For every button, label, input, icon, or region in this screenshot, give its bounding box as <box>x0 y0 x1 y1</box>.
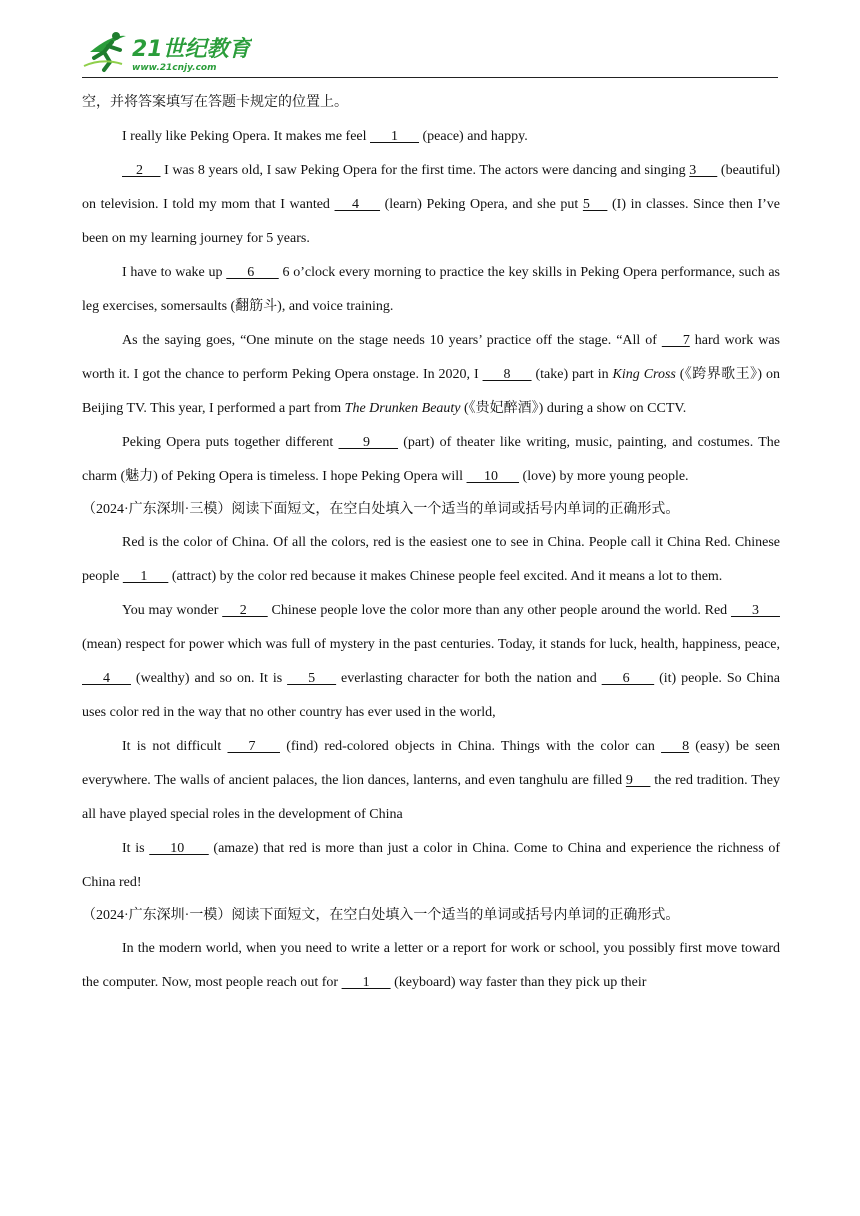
passage1-paragraph2: 2 I was 8 years old, I saw Peking Opera for the first time. The actors were dancing and singing 3 (beautiful) on television. I told my mom that I wanted 4 (learn) Peking Opera, and she put 5 (I) in classes. Since then I’ve been on my learning journey for 5 years. <box>82 154 780 256</box>
blank-7[interactable]: 7 <box>227 739 280 754</box>
passage1-paragraph4: As the saying goes, “One minute on the stage needs 10 years’ practice off the stage. “All of 7 hard work was worth it. I got the chance to perform Peking Opera onstage. In 2020, I 8 (take) part in King Cross (《跨界歌王》) on Beijing TV. This year, I performed a part from The Drunken Beauty (《贵妃醉酒》) during a show on CCTV. <box>82 324 780 426</box>
blank-6[interactable]: 6 <box>601 671 655 686</box>
blank-6[interactable]: 6 <box>226 265 279 280</box>
blank-4[interactable]: 4 <box>82 671 131 686</box>
passage1-paragraph3: I have to wake up 6 6 o’clock every morning to practice the key skills in Peking Opera performance, such as leg exercises, somersaults (翻筋斗), and voice training. <box>82 256 780 324</box>
blank-10[interactable]: 10 <box>149 841 209 856</box>
passage1-paragraph5: Peking Opera puts together different 9 (part) of theater like writing, music, painting, and costumes. The charm (魅力) of Peking Opera is timeless. I hope Peking Opera will 10 (love) by more young people. <box>82 426 780 494</box>
passage3-paragraph1: In the modern world, when you need to write a letter or a report for work or school, you possibly first move toward the computer. Now, most people reach out for 1 (keyboard) way faster than they pick up their <box>82 932 780 1000</box>
runner-logo <box>82 28 252 74</box>
logo-title: 21世纪教育 <box>132 37 251 62</box>
blank-8[interactable]: 8 <box>661 739 690 754</box>
document-body <box>82 86 780 1000</box>
blank-8[interactable]: 8 <box>482 367 532 382</box>
blank-7[interactable]: 7 <box>661 333 690 348</box>
blank-1[interactable]: 1 <box>370 129 420 144</box>
blank-3[interactable]: 3 <box>689 163 718 178</box>
blank-9[interactable]: 9 <box>625 773 651 788</box>
logo-url: www.21cnjy.com <box>132 63 217 73</box>
passage2-paragraph3: It is not difficult 7 (find) red-colored objects in China. Things with the color can 8 (easy) be seen everywhere. The walls of ancient palaces, the lion dances, lanterns, and even tanghulu are filled 9 the red tradition. They all have played special roles in the development of China <box>82 730 780 832</box>
header-rule <box>82 77 778 78</box>
blank-10[interactable]: 10 <box>466 469 520 484</box>
passage2-paragraph1: Red is the color of China. Of all the colors, red is the easiest one to see in China. People call it China Red. Chinese people 1 (attract) by the color red because it makes Chinese people feel excited. And it means a lot to them. <box>82 526 780 594</box>
blank-5[interactable]: 5 <box>287 671 337 686</box>
blank-2[interactable]: 2 <box>122 163 161 178</box>
blank-5[interactable]: 5 <box>582 197 608 212</box>
page-header <box>82 26 778 78</box>
instruction-line: 空，并将答案填写在答题卡规定的位置上。 <box>82 95 348 110</box>
passage1-paragraph1: I really like Peking Opera. It makes me feel 1 (peace) and happy. <box>82 120 780 154</box>
blank-3[interactable]: 3 <box>730 603 780 618</box>
passage3-heading: （2024·广东深圳·一模）阅读下面短文，在空白处填入一个适当的单词或括号内单词的正确形式。 <box>82 908 680 923</box>
blank-1[interactable]: 1 <box>341 975 391 990</box>
passage2-heading: （2024·广东深圳·三模）阅读下面短文，在空白处填入一个适当的单词或括号内单词的正确形式。 <box>82 502 680 517</box>
passage2-paragraph4: It is 10 (amaze) that red is more than just a color in China. Come to China and experience the richness of China red! <box>82 832 780 900</box>
passage2-paragraph2: You may wonder 2 Chinese people love the color more than any other people around the world. Red 3 (mean) respect for power which was full of mystery in the past centuries. Today, it stands for luck, health, happiness, peace, 4 (wealthy) and so on. It is 5 everlasting character for both the nation and 6 (it) people. So China uses color red in the way that no other country has ever used in the world, <box>82 594 780 730</box>
blank-1[interactable]: 1 <box>122 569 169 584</box>
blank-4[interactable]: 4 <box>334 197 381 212</box>
blank-2[interactable]: 2 <box>222 603 268 618</box>
blank-9[interactable]: 9 <box>338 435 399 450</box>
